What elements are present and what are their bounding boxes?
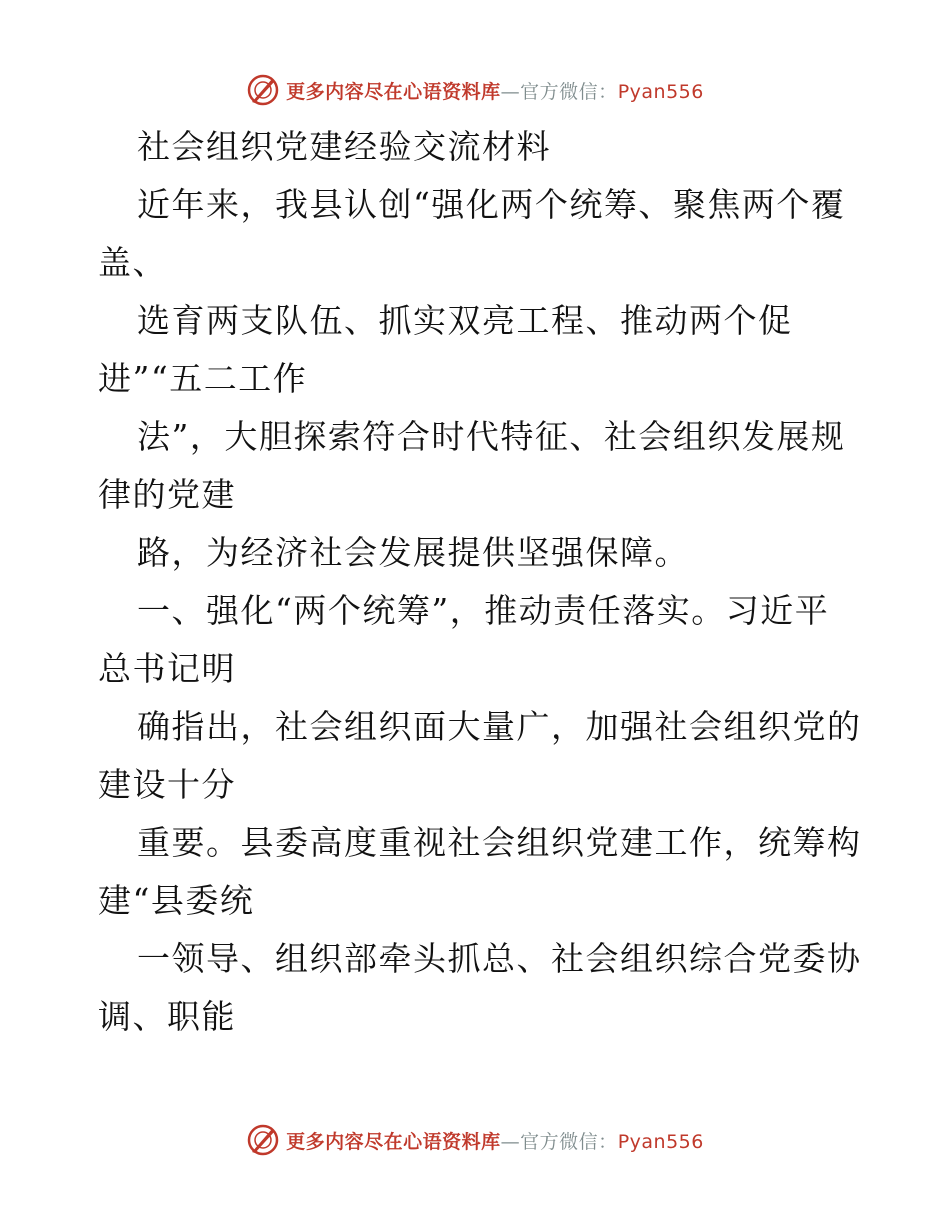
text-line: 一、强化“两个统筹”，推动责任落实。习近平	[137, 591, 830, 630]
text-line: 调、职能	[98, 997, 236, 1036]
text-line: 盖、	[98, 243, 167, 282]
text-line: 进”“五二工作	[98, 359, 308, 398]
watermark-wechat-label: 官方微信：	[520, 1130, 618, 1153]
text-line: 法”，大胆探索符合时代特征、社会组织发展规	[137, 417, 846, 456]
footer-watermark	[0, 1120, 950, 1160]
text-line: 路，为经济社会发展提供坚强保障。	[137, 533, 689, 572]
text-line: 选育两支队伍、抓实双亮工程、推动两个促	[137, 301, 793, 340]
watermark-main-text: 更多内容尽在心语资料库	[286, 80, 501, 103]
header-watermark	[0, 70, 950, 110]
watermark-dash: —	[500, 80, 521, 103]
quill-logo-icon	[246, 1123, 280, 1157]
text-line: 近年来，我县认创“强化两个统筹、聚焦两个覆	[137, 185, 846, 224]
text-line: 建设十分	[98, 765, 236, 804]
watermark-main-text: 更多内容尽在心语资料库	[286, 1130, 501, 1153]
text-line: 总书记明	[98, 649, 236, 688]
text-line: 律的党建	[98, 475, 236, 514]
text-line: 一领导、组织部牵头抓总、社会组织综合党委协	[137, 939, 862, 978]
quill-logo-icon	[246, 73, 280, 107]
text-line: 确指出，社会组织面大量广，加强社会组织党的	[137, 707, 862, 746]
watermark-dash: —	[500, 1130, 521, 1153]
watermark-wechat-id: Pyan556	[617, 1130, 704, 1153]
text-line: 建“县委统	[98, 881, 255, 920]
document-title: 社会组织党建经验交流材料	[137, 127, 551, 166]
watermark-wechat-label: 官方微信：	[520, 80, 618, 103]
text-line: 重要。县委高度重视社会组织党建工作，统筹构	[137, 823, 862, 862]
watermark-wechat-id: Pyan556	[617, 80, 704, 103]
